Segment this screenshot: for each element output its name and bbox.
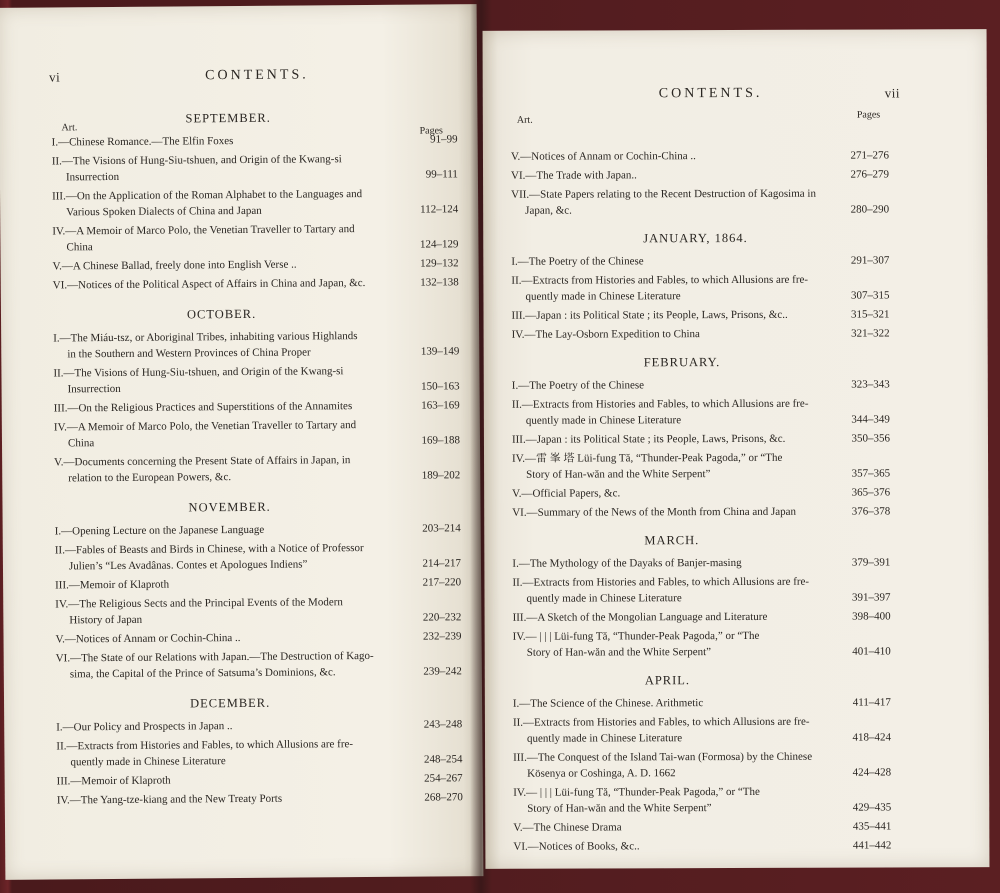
entry-line: II.—Extracts from Histories and Fables, to which Allusions are fre- [511,397,809,411]
entry-line: quently made in Chinese Literature [70,755,226,769]
entry-line: II.—Extracts from Histories and Fables, to which Allusions are fre- [512,715,810,729]
entry-pages: 248–254 [423,753,463,766]
entry-line: China [66,241,93,254]
contents-entry [47,574,461,593]
contents-entry [46,451,460,486]
entry-line: V.—Documents concerning the Present State of Affairs in Japan, in [54,454,351,469]
entry-line: sima, the Capital of the Prince of Satsuma’s Dominions, &c. [69,666,336,681]
entry-pages: 321–322 [851,327,890,340]
entry-pages: 139–149 [420,345,460,358]
entry-pages: 441–442 [852,839,892,852]
entry-pages: 429–435 [852,801,892,814]
entry-line: VI.—Summary of the News of the Month from China and Japan [512,505,797,519]
contents-entry [49,770,463,789]
entry-line: relation to the European Powers, &c. [68,471,232,485]
contents-entry [44,131,458,150]
month-heading: DECEMBER. [189,695,271,711]
page-number: vii [884,85,901,101]
art-label: Art. [61,122,78,134]
entry-line: IV.—The Lay-Osborn Expedition to China [511,328,700,341]
entry-line: III.—A Sketch of the Mongolian Language and Literature [512,610,768,624]
entry-line: III.—Japan : its Political State ; its People, Laws, Prisons, &c.. [511,308,788,322]
contents-entry [46,397,460,416]
month-heading: JANUARY, 1864. [643,230,748,246]
entry-pages: 315–321 [851,308,890,321]
left-page [0,4,483,880]
entry-line: quently made in Chinese Literature [526,732,683,745]
contents-entry [48,647,462,682]
entry-line: I.—Opening Lecture on the Japanese Language [54,523,265,538]
pages-label: Pages [856,109,881,121]
contents-entry [504,325,890,342]
entry-pages: 132–138 [420,276,459,289]
entry-pages: 280–290 [850,203,890,216]
entry-line: I.—The Mythology of the Dayaks of Banjer-masing [512,556,742,570]
contents-entry [504,484,890,501]
contents-entry [46,416,460,451]
entry-line: Japan, &c. [525,204,572,217]
entry-line: Story of Han-wăn and the White Serpent” [526,646,712,659]
contents-entry [503,147,889,164]
entry-pages: 232–239 [422,630,462,643]
entry-line: IV.— | | | Lüi-fung Tă, “Thunder-Peak Pagoda,” or “The [512,629,760,643]
entry-pages: 398–400 [852,610,891,623]
entry-line: Insurrection [65,170,120,184]
entry-pages: 323–343 [851,378,890,391]
entry-line: IV.—The Religious Sects and the Principal Events of the Modern [55,596,343,611]
entry-line: II.—Extracts from Histories and Fables, to which Allusions are fre- [56,738,354,753]
entry-pages: 391–397 [851,591,891,604]
entry-line: Julien’s “Les Avadânas. Contes et Apologues Indiens” [68,558,308,573]
entry-pages: 401–410 [852,645,891,658]
entry-pages: 344–349 [851,413,890,426]
contents-entry [504,306,890,323]
entry-pages: 357–365 [851,467,891,480]
contents-entry [45,327,459,362]
entry-line: Kösenya or Coshinga, A. D. 1662 [527,767,676,780]
entry-pages: 239–242 [423,665,462,678]
contents-entry [505,748,891,781]
art-label: Art. [516,114,533,126]
entry-pages: 189–202 [421,469,461,482]
entry-pages: 365–376 [851,486,891,499]
entry-line: in the Southern and Western Provinces of China Proper [67,346,311,361]
contents-entry [47,628,461,647]
entry-pages: 271–276 [850,149,889,162]
entry-line: III.—On the Application of the Roman Alphabet to the Languages and [52,188,363,203]
contents-entry [45,274,459,293]
entry-line: II.—Fables of Beasts and Birds in Chinese, with a Notice of Professor [54,542,364,557]
contents-entry [47,593,461,628]
entry-pages: 268–270 [424,791,463,804]
entry-line: IV.— | | | Lüi-fung Tă, “Thunder-Peak Pagoda,” or “The [513,785,760,799]
entry-line: V.—Notices of Annam or Cochin-China .. [510,150,696,163]
entry-pages: 91–99 [430,133,458,146]
month-heading: FEBRUARY. [643,355,721,370]
entry-line: V.—A Chinese Ballad, freely done into English Verse .. [52,258,297,273]
entry-line: Story of Han-wăn and the White Serpent” [527,802,712,815]
entry-pages: 163–169 [421,399,460,412]
entry-pages: 243–248 [423,718,463,731]
entry-line: I.—The Poetry of the Chinese [511,255,644,268]
entry-pages: 129–132 [420,257,459,270]
right-page [483,29,990,869]
entry-line: IV.—The Yang-tze-kiang and the New Treaty Ports [56,792,283,807]
contents-entry [503,185,889,218]
contents-entry [48,716,462,735]
contents-entry [44,185,458,220]
contents-entry [44,150,458,185]
contents-entry [504,449,890,482]
month-heading: MARCH. [644,533,700,548]
month-heading: NOVEMBER. [188,499,271,515]
contents-entry [504,554,890,571]
entry-line: VII.—State Papers relating to the Recent Destruction of Kagosima in [511,187,817,201]
entry-line: Various Spoken Dialects of China and Japan [66,204,262,219]
month-heading: APRIL. [644,673,691,688]
entry-line: III.—Japan : its Political State ; its People, Laws, Prisons, &c. [511,432,786,446]
entry-line: Insurrection [67,382,121,396]
entry-line: VI.—Notices of the Political Aspect of Affairs in China and Japan, &c. [52,277,366,292]
entry-pages: 424–428 [852,766,892,779]
entry-line: I.—The Poetry of the Chinese [511,379,645,392]
running-head: CONTENTS. [658,85,763,102]
entry-pages: 411–417 [852,696,891,709]
entry-line: quently made in Chinese Literature [525,414,682,427]
contents-entry [504,376,890,393]
entry-pages: 307–315 [850,289,890,302]
entry-line: IV.—雷 峯 塔 Lüi-fung Tă, “Thunder-Peak Pagoda,” or “The [512,451,783,465]
entry-pages: 203–214 [422,522,461,535]
entry-line: VI.—The Trade with Japan.. [511,169,637,182]
contents-entry [47,520,461,539]
contents-entry [505,713,891,746]
contents-entry [47,539,461,574]
entry-pages: 217–220 [422,576,462,589]
contents-entry [503,271,889,304]
entry-line: History of Japan [69,613,143,627]
entry-line: quently made in Chinese Literature [525,290,681,303]
entry-line: I.—Chinese Romance.—The Elfin Foxes [51,135,234,149]
contents-entry [505,694,891,711]
entry-line: II.—The Visions of Hung-Siu-tshuen, and Origin of the Kwang-si [51,153,342,168]
contents-entry [503,252,889,269]
contents-entry [503,166,889,183]
entry-pages: 376–378 [851,505,891,518]
entry-line: III.—On the Religious Practices and Superstitions of the Annamites [53,400,353,415]
contents-entry [504,573,890,606]
entry-pages: 291–307 [850,254,890,267]
contents-entry [45,255,459,274]
contents-entry [44,220,458,255]
contents-entry [48,735,462,770]
entry-pages: 418–424 [852,731,892,744]
contents-entry [505,608,891,625]
entry-line: V.—Notices of Annam or Cochin-China .. [55,632,241,646]
entry-pages: 254–267 [424,772,463,785]
entry-line: China [67,437,95,450]
entry-pages: 350–356 [851,432,890,445]
entry-line: Story of Han-wăn and the White Serpent” [526,468,711,481]
contents-entry [505,818,891,835]
entry-pages: 112–124 [420,203,459,216]
contents-entry [504,395,890,428]
entry-pages: 169–188 [421,434,461,447]
entry-line: I.—The Miáu-tsz, or Aboriginal Tribes, inhabiting various Highlands [53,330,358,345]
contents-entry [504,503,890,520]
page-number: vi [49,69,61,85]
running-head: CONTENTS. [205,67,309,84]
month-heading: SEPTEMBER. [185,110,271,126]
entry-pages: 214–217 [422,557,462,570]
entry-pages: 124–129 [419,238,459,251]
entry-line: II.—Extracts from Histories and Fables, to which Allusions are fre- [512,575,810,589]
month-heading: OCTOBER. [186,306,257,322]
contents-entry [505,783,891,816]
entry-pages: 99–111 [425,168,458,181]
entry-line: VI.—The State of our Relations with Japan.—The Destruction of Kago- [55,649,374,665]
entry-pages: 276–279 [850,168,890,181]
entry-line: III.—The Conquest of the Island Tai-wan (Formosa) by the Chinese [513,750,813,764]
entry-pages: 150–163 [421,380,460,393]
entry-line: I.—The Science of the Chinese. Arithmetic [512,697,704,710]
entry-line: II.—The Visions of Hung-Siu-tshuen, and Origin of the Kwang-si [53,365,344,380]
entry-line: II.—Extracts from Histories and Fables, to which Allusions are fre- [511,273,809,287]
contents-entry [505,837,891,854]
pages-label: Pages [419,125,443,137]
entry-line: VI.—Notices of Books, &c.. [513,840,640,853]
entry-line: I.—Our Policy and Prospects in Japan .. [56,720,233,734]
entry-line: III.—Memoir of Klaproth [55,578,170,592]
contents-entry [49,789,463,808]
contents-entry [505,627,891,660]
entry-line: IV.—A Memoir of Marco Polo, the Venetian Traveller to Tartary and [53,419,357,434]
entry-line: quently made in Chinese Literature [526,592,682,605]
contents-entry [504,430,890,447]
entry-line: V.—The Chinese Drama [513,821,622,834]
entry-line: V.—Official Papers, &c. [512,487,621,500]
entry-pages: 220–232 [422,611,462,624]
entry-pages: 379–391 [851,556,891,569]
entry-line: III.—Memoir of Klaproth [56,774,171,788]
entry-pages: 435–441 [852,820,892,833]
contents-entry [45,362,459,397]
entry-line: IV.—A Memoir of Marco Polo, the Venetian Traveller to Tartary and [52,223,355,238]
